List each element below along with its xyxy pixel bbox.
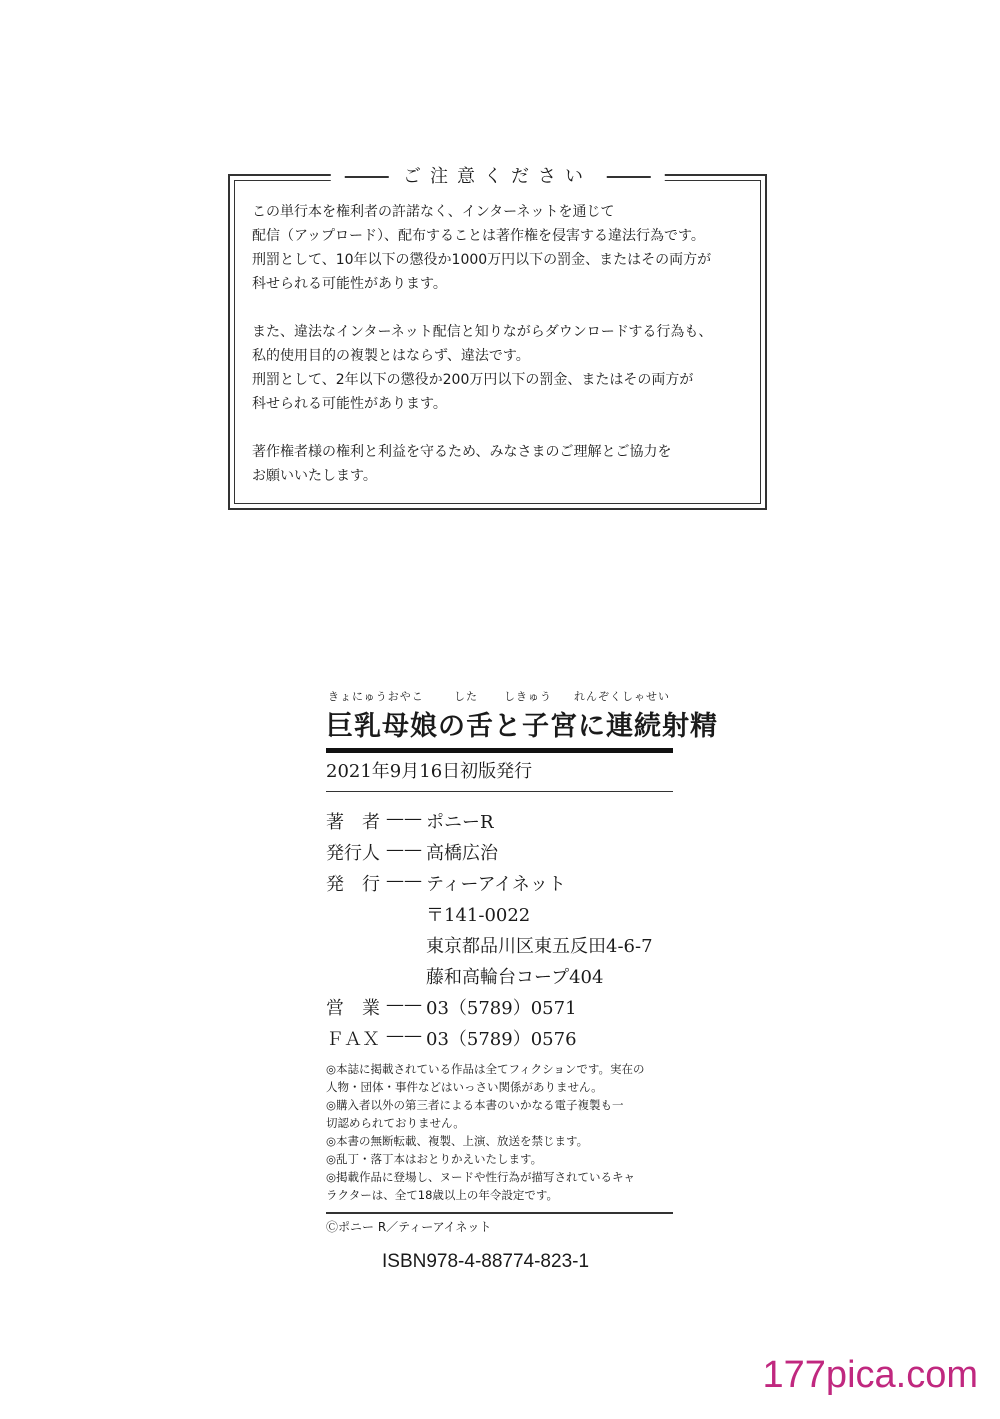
notice-line: また、違法なインターネット配信と知りながらダウンロードする行為も、 <box>252 324 713 340</box>
info-key: 発 行 <box>326 874 380 895</box>
notice-line: この単行本を権利者の許諾なく、インターネットを通じて <box>252 204 615 220</box>
info-value: 〒141-0022 <box>426 905 531 926</box>
date-rule <box>326 791 673 792</box>
publication-date: 2021年9月16日初版発行 <box>326 761 533 782</box>
info-dash: —— <box>386 839 422 860</box>
info-row-building <box>326 963 676 994</box>
notice-line: 刑罰として、2年以下の懲役か200万円以下の罰金、またはその両方が <box>252 372 694 388</box>
info-dash: —— <box>386 994 422 1015</box>
title-rule <box>326 748 673 753</box>
info-value: 高橋広治 <box>426 843 498 864</box>
info-value: 東京都品川区東五反田4-6-7 <box>426 936 653 957</box>
title-dash-right <box>607 176 651 178</box>
notice-title <box>330 162 664 188</box>
notice-line: 刑罰として、10年以下の懲役か1000万円以下の罰金、またはその両方が <box>252 252 712 268</box>
note-line: ラクターは、全て18歳以上の年令設定です。 <box>326 1188 558 1202</box>
notes-rule <box>326 1212 673 1214</box>
ruby-segment: した <box>454 690 478 703</box>
note-line: ◎購入者以外の第三者による本書のいかなる電子複製も一 <box>326 1098 624 1112</box>
notice-body <box>252 200 755 512</box>
isbn: ISBN978-4-88774-823-1 <box>382 1251 590 1272</box>
ruby-segment: れんぞくしゃせい <box>574 690 670 703</box>
info-key <box>326 901 382 932</box>
notice-box <box>228 166 767 510</box>
info-row-issuer <box>326 839 676 870</box>
ruby-segment: きょにゅうおやこ <box>328 690 424 703</box>
info-row-fax <box>326 1025 676 1056</box>
info-key <box>326 932 382 963</box>
info-dash <box>382 932 426 963</box>
ruby-segment: しきゅう <box>504 690 552 703</box>
publisher-info <box>326 808 676 1056</box>
info-dash: —— <box>386 870 422 891</box>
watermark: 177pica.com <box>762 1354 978 1396</box>
title-dash-left <box>344 176 388 178</box>
info-dash <box>382 901 426 932</box>
info-row-postal <box>326 901 676 932</box>
info-value: ティーアイネット <box>426 874 566 895</box>
notice-line: 科せられる可能性があります。 <box>252 276 447 292</box>
colophon <box>326 688 718 1273</box>
info-value: 03（5789）0571 <box>426 998 577 1019</box>
info-value: ポニーR <box>426 812 494 833</box>
notice-paragraph-2 <box>252 320 755 416</box>
notice-line: お願いいたします。 <box>252 468 377 484</box>
info-row-address <box>326 932 676 963</box>
note-line: ◎本誌に掲載されている作品は全てフィクションです。実在の <box>326 1062 645 1076</box>
note-line: 人物・団体・事件などはいっさい関係がありません。 <box>326 1080 603 1094</box>
info-key <box>326 963 382 994</box>
copyright: Ⓒポニー R／ティーアイネット <box>326 1220 492 1234</box>
notice-line: 私的使用目的の複製とはならず、違法です。 <box>252 348 530 364</box>
info-value: 03（5789）0576 <box>426 1029 577 1050</box>
title-ruby <box>326 688 676 702</box>
notice-line: 科せられる可能性があります。 <box>252 396 447 412</box>
info-row-publisher <box>326 870 676 901</box>
legal-notes <box>326 1060 686 1204</box>
note-line: ◎本書の無断転載、複製、上演、放送を禁じます。 <box>326 1134 589 1148</box>
info-key: 発行人 <box>326 843 380 864</box>
notice-title-text: ご注意ください <box>403 166 592 187</box>
info-dash <box>382 963 426 994</box>
info-key: 著 者 <box>326 812 380 833</box>
info-key: 営 業 <box>326 998 380 1019</box>
book-title: 巨乳母娘の舌と子宮に連続射精 <box>326 711 718 742</box>
notice-line: 配信（アップロード）、配布することは著作権を侵害する違法行為です。 <box>252 228 705 244</box>
info-dash: —— <box>386 808 422 829</box>
note-line: ◎乱丁・落丁本はおとりかえいたします。 <box>326 1152 543 1166</box>
notice-paragraph-3 <box>252 440 755 488</box>
info-row-author <box>326 808 676 839</box>
info-key: ＦＡＸ <box>326 1029 380 1050</box>
notice-paragraph-1 <box>252 200 755 296</box>
info-value: 藤和高輪台コープ404 <box>426 967 604 988</box>
info-row-sales <box>326 994 676 1025</box>
note-line: 切認められておりません。 <box>326 1116 465 1130</box>
info-dash: —— <box>386 1025 422 1046</box>
notice-line: 著作権者様の権利と利益を守るため、みなさまのご理解とご協力を <box>252 444 672 460</box>
note-line: ◎掲載作品に登場し、ヌードや性行為が描写されているキャ <box>326 1170 636 1184</box>
